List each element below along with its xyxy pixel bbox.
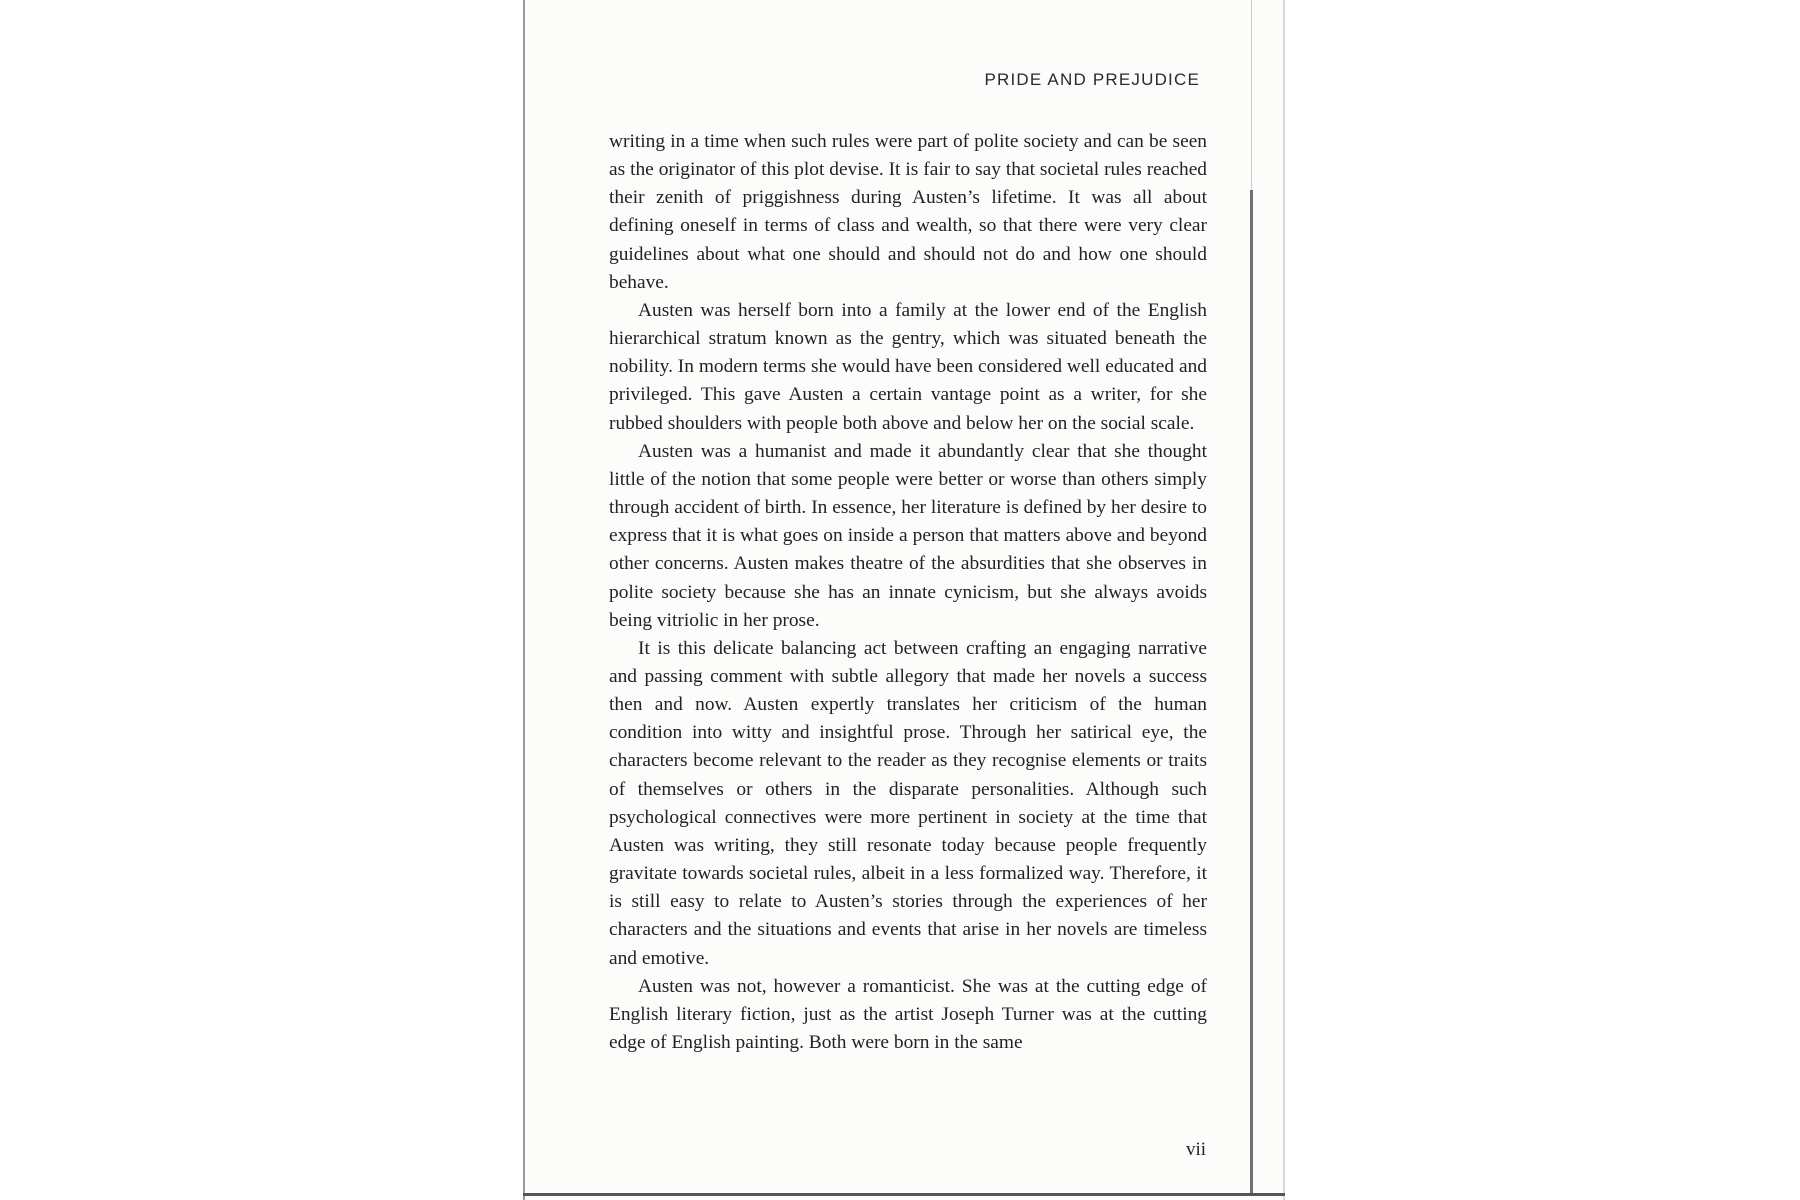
gutter-line-upper xyxy=(1251,0,1252,190)
page-number: vii xyxy=(1185,1139,1206,1160)
paragraph-4: It is this delicate balancing act between crafting an engaging narrative and passing comment with subtle allegory that made her novels a success then and now. Austen expertly translates her criticism of the human condition into witty and insightful prose. Through her satirical eye, the characters become relevant to the reader as they recognise elements or traits of themselves or others in the disparate personalities. Although such psychological connectives were more pertinent in society at the time that Austen was writing, they still resonate today because people frequently gravitate towards societal rules, albeit in a less formalized way. Therefore, it is still easy to relate to Austen’s stories through the experiences of her characters and the situations and events that arise in her novels are timeless and emotive. xyxy=(609,637,1207,969)
paragraph-1: writing in a time when such rules were part of polite society and can be seen as the originator of this plot devise. It is fair to say that societal rules reached their zenith of priggishness during Austen’s lifetime. It was all about defining oneself in terms of class and wealth, so that there were very clear guidelines about what one should and should not do and how one should behave. xyxy=(609,131,1207,293)
page-right-edge xyxy=(1283,0,1285,1200)
running-head: PRIDE AND PREJUDICE xyxy=(984,70,1200,89)
paragraph-3: Austen was a humanist and made it abundantly clear that she thought little of the notion that some people were better or worse than others simply through accident of birth. In essence, her literature is defined by her desire to express that it is what goes on inside a person that matters above and beyond other concerns. Austen makes theatre of the absurdities that she observes in polite society because she has an innate cynicism, but she always avoids being vitriolic in her prose. xyxy=(609,440,1207,631)
paragraph-5: Austen was not, however a romanticist. She was at the cutting edge of English literary fiction, just as the artist Joseph Turner was at the cutting edge of English painting. Both were born in the same xyxy=(609,975,1207,1053)
paragraph-2: Austen was herself born into a family at the lower end of the English hierarchical stratum known as the gentry, which was situated beneath the nobility. In modern terms she would have been considered well educated and privileged. This gave Austen a certain vantage point as a writer, for she rubbed shoulders with people both above and below her on the social scale. xyxy=(609,299,1207,434)
page-bottom-edge xyxy=(523,1193,1285,1196)
body-text xyxy=(609,128,1207,1057)
gutter-line xyxy=(1250,190,1253,1195)
